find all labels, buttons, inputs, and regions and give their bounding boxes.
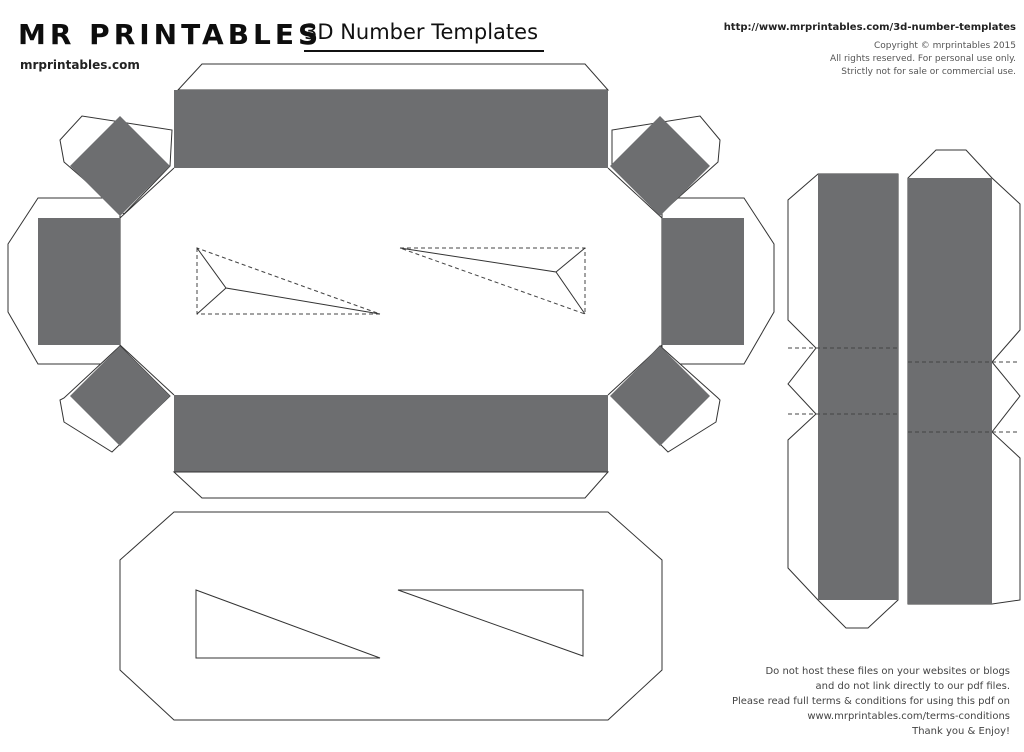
copyright-line: Copyright © mrprintables 2015 (873, 41, 1016, 51)
left-side-panel (38, 218, 120, 345)
usage-notice (732, 664, 1010, 739)
right-side-panel (662, 218, 744, 345)
strip-panel (818, 174, 898, 600)
terms-link[interactable]: www.mrprintables.com/terms-conditions (807, 711, 1010, 722)
cutout-inner-right (556, 248, 585, 272)
page-title: 3D Number Templates (304, 20, 544, 52)
notice-line: Please read full terms & conditions for using this pdf on (731, 696, 1010, 707)
site-name: mrprintables.com (20, 58, 140, 72)
cutout-fold-right (400, 248, 585, 314)
bottom-side-panel (174, 395, 608, 472)
back-outline (120, 512, 662, 720)
brand-logo: MR PRINTABLES (18, 18, 323, 51)
side-strip-right (908, 150, 1020, 604)
front-piece (8, 64, 774, 498)
commercial-line: Strictly not for sale or commercial use. (841, 67, 1016, 77)
side-strip-left (788, 174, 898, 628)
back-piece (120, 512, 662, 720)
top-tab (178, 64, 608, 90)
rights-line: All rights reserved. For personal use only. (829, 54, 1016, 64)
strip-panel (908, 178, 992, 604)
notice-line: Thank you & Enjoy! (912, 726, 1010, 737)
bottom-tab (174, 472, 608, 498)
cutout-inner-left (197, 288, 226, 314)
notice-line: and do not link directly to our pdf files. (815, 681, 1010, 692)
cutout-fold-left (197, 248, 380, 314)
top-side-panel (174, 90, 608, 168)
template-url: http://www.mrprintables.com/3d-number-templates (723, 22, 1016, 33)
notice-line: Do not host these files on your websites or blogs (765, 666, 1010, 677)
